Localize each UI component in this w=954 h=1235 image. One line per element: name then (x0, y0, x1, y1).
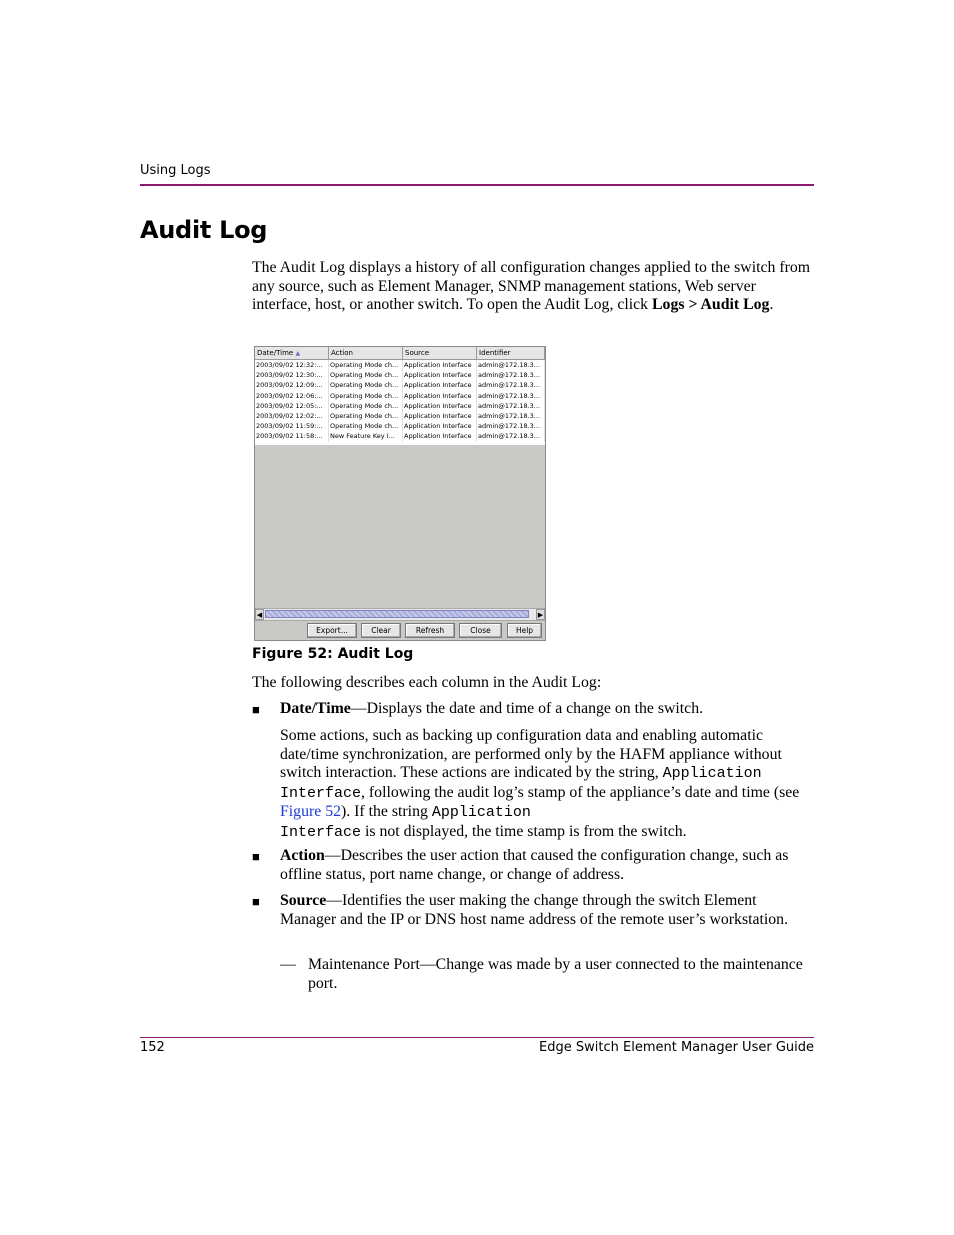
bullet-date-time: Date/Time—Displays the date and time of a change on the switch. (280, 700, 704, 717)
table-row[interactable]: 2003/09/02 12:06:... Operating Mode ch... Application Interface admin@172.18.3... (255, 391, 545, 401)
bullet-action: Action—Describes the user action that caused the configuration change, such as offline status, port name change, or change of address. (280, 847, 789, 883)
date-time-detail: Some actions, such as backing up configuration data and enabling automatic date/time synchronization, are performed only by the HAFM appliance without switch interaction. These actions are indicated by the string, Application Interface, following the audit log’s stamp of the appliance’s date and time (see Figure 52). If the string Application Interface is not displayed, the time stamp is from the switch. (280, 727, 800, 841)
button-bar (255, 621, 545, 640)
sort-ascending-icon: ▲ (295, 350, 301, 357)
bullet-icon: ■ (252, 702, 260, 717)
page-title: Audit Log (140, 216, 268, 244)
page-number: 152 (140, 1040, 165, 1055)
horizontal-scrollbar[interactable] (255, 608, 545, 621)
export-button[interactable]: Export... (307, 623, 357, 638)
clear-button[interactable]: Clear (361, 623, 401, 638)
intro-paragraph (252, 259, 814, 315)
audit-log-screenshot (254, 346, 546, 641)
footer-rule (140, 1037, 814, 1038)
refresh-button[interactable]: Refresh (405, 623, 455, 638)
help-button[interactable]: Help (507, 623, 542, 638)
table-row[interactable]: 2003/09/02 11:59:... Operating Mode ch... Application Interface admin@172.18.3... (255, 421, 545, 431)
code-application: Application (431, 804, 531, 821)
table-row[interactable]: 2003/09/02 12:09:... Operating Mode ch... Application Interface admin@172.18.3... (255, 380, 545, 390)
book-title: Edge Switch Element Manager User Guide (539, 1040, 814, 1055)
column-header-source[interactable]: Source (403, 347, 477, 359)
scroll-right-icon[interactable]: ▶ (537, 611, 544, 619)
scroll-thumb[interactable] (265, 610, 529, 618)
code-application-interface: Application Interface (280, 765, 762, 802)
audit-log-table (255, 347, 545, 445)
column-header-identifier[interactable]: Identifier (477, 347, 545, 359)
table-row[interactable]: 2003/09/02 12:02:... Operating Mode ch... Application Interface admin@172.18.3... (255, 411, 545, 421)
close-button[interactable]: Close (459, 623, 502, 638)
header-rule (140, 184, 814, 186)
running-head: Using Logs (140, 163, 211, 178)
bullet-icon: ■ (252, 894, 260, 909)
intro-end: . (769, 296, 774, 313)
table-row[interactable]: 2003/09/02 12:32:... Operating Mode ch... Application Interface admin@172.18.3... (255, 360, 545, 370)
table-header (255, 347, 545, 360)
term-action: Action (280, 847, 325, 864)
menu-path: Logs > Audit Log (652, 296, 770, 313)
term-date-time: Date/Time (280, 700, 351, 717)
table-row[interactable]: 2003/09/02 11:58:... New Feature Key I... Application Interface admin@172.18.3... (255, 431, 545, 441)
sub-item-maintenance-port: Maintenance Port—Change was made by a user connected to the maintenance port. (308, 956, 803, 992)
figure-caption: Figure 52: Audit Log (252, 646, 414, 662)
column-header-action[interactable]: Action (329, 347, 403, 359)
columns-intro: The following describes each column in the Audit Log: (252, 674, 602, 691)
intro-text: The Audit Log displays a history of all configuration changes applied to the switch from any source, such as Element Manager, SNMP management stations, Web server interface, host, or another switch. To open the Audit Log, click (252, 259, 811, 313)
code-interface: Interface (280, 823, 362, 841)
column-header-date-time[interactable]: Date/Time ▲ (255, 347, 329, 359)
bullet-icon: ■ (252, 849, 260, 864)
term-source: Source (280, 892, 327, 909)
scroll-left-icon[interactable]: ◀ (256, 611, 263, 619)
figure-52-link[interactable]: Figure 52 (280, 803, 341, 820)
bullet-source: Source—Identifies the user making the change through the switch Element Manager and the IP or DNS host name address of the remote user’s workstation. (280, 892, 789, 928)
table-row[interactable]: 2003/09/02 12:05:... Operating Mode ch... Application Interface admin@172.18.3... (255, 401, 545, 411)
table-row[interactable]: 2003/09/02 12:30:... Operating Mode ch... Application Interface admin@172.18.3... (255, 370, 545, 380)
dash-marker: — (280, 956, 296, 973)
